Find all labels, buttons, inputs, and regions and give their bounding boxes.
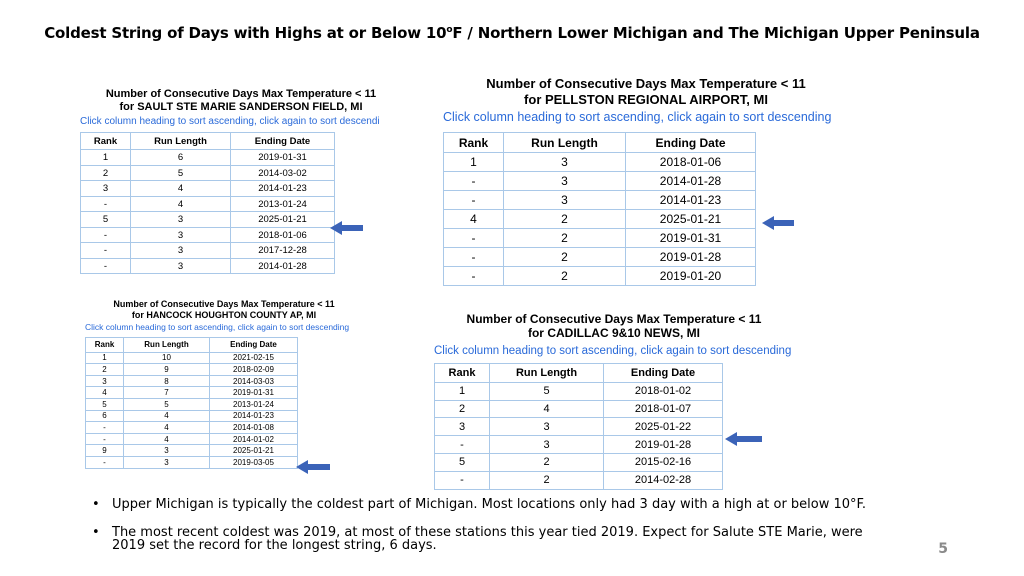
column-header-run-length[interactable]: Run Length <box>124 337 210 352</box>
hancock-sort-hint: Click column heading to sort ascending, click again to sort descending <box>85 321 350 332</box>
column-header-ending-date[interactable]: Ending Date <box>604 363 723 382</box>
bullet-icon: • <box>92 497 100 512</box>
ending-date-cell: 2019-01-31 <box>626 229 756 248</box>
ending-date-cell: 2018-02-09 <box>210 364 298 376</box>
ending-date-cell: 2017-12-28 <box>231 243 335 259</box>
column-header-run-length[interactable]: Run Length <box>504 133 626 153</box>
column-header-rank[interactable]: Rank <box>86 337 124 352</box>
table-row <box>444 153 756 172</box>
table-row <box>435 418 723 436</box>
table-row <box>81 227 335 243</box>
pellston-panel <box>443 76 849 288</box>
run-length-cell: 3 <box>131 258 231 274</box>
rank-cell: 4 <box>86 387 124 399</box>
ending-date-cell: 2021-02-15 <box>210 352 298 364</box>
run-length-cell: 3 <box>131 227 231 243</box>
rank-cell: 1 <box>86 352 124 364</box>
column-header-ending-date[interactable]: Ending Date <box>210 337 298 352</box>
rank-cell: 5 <box>81 212 131 228</box>
run-length-cell: 5 <box>490 382 604 400</box>
table-row <box>86 456 298 468</box>
rank-cell: - <box>81 227 131 243</box>
table-row <box>86 398 298 410</box>
column-header-rank[interactable]: Rank <box>444 133 504 153</box>
column-header-run-length[interactable]: Run Length <box>131 133 231 150</box>
run-length-cell: 3 <box>131 212 231 228</box>
run-length-cell: 4 <box>124 410 210 422</box>
run-length-cell: 3 <box>124 456 210 468</box>
bullet-icon: • <box>92 525 100 540</box>
cadillac-title: Number of Consecutive Days Max Temperature < 11 for CADILLAC 9&10 NEWS, MI <box>466 312 762 341</box>
ending-date-cell: 2018-01-07 <box>604 400 723 418</box>
ending-date-cell: 2014-03-02 <box>231 165 335 181</box>
run-length-cell: 2 <box>504 210 626 229</box>
rank-cell: 6 <box>86 410 124 422</box>
ending-date-cell: 2014-01-23 <box>210 410 298 422</box>
ending-date-cell: 2014-03-03 <box>210 375 298 387</box>
rank-cell: 2 <box>86 364 124 376</box>
run-length-cell: 4 <box>131 181 231 197</box>
page-number: 5 <box>938 541 948 557</box>
table-row <box>81 258 335 274</box>
pellston-table <box>443 132 756 286</box>
run-length-cell: 5 <box>124 398 210 410</box>
rank-cell: - <box>81 258 131 274</box>
run-length-cell: 9 <box>124 364 210 376</box>
column-header-rank[interactable]: Rank <box>435 363 490 382</box>
cadillac-table <box>434 363 723 490</box>
run-length-cell: 4 <box>124 422 210 434</box>
hancock-table <box>85 337 298 469</box>
table-row <box>86 433 298 445</box>
table-row <box>81 243 335 259</box>
slide-title: Coldest String of Days with Highs at or Below 10$^o$F / Northern Lower Michigan and The Michigan Upper Peninsula <box>44 24 980 42</box>
run-length-cell: 3 <box>504 153 626 172</box>
table-row <box>81 212 335 228</box>
table-row <box>86 422 298 434</box>
pellston-title: Number of Consecutive Days Max Temperature < 11 for PELLSTON REGIONAL AIRPORT, MI <box>486 76 806 107</box>
rank-cell: 9 <box>86 445 124 457</box>
ending-date-cell: 2018-01-06 <box>626 153 756 172</box>
table-row <box>86 375 298 387</box>
rank-cell: 3 <box>435 418 490 436</box>
rank-cell: 2 <box>81 165 131 181</box>
ending-date-cell: 2025-01-21 <box>210 445 298 457</box>
sault-sort-hint: Click column heading to sort ascending, click again to sort descendi <box>80 116 380 128</box>
run-length-cell: 3 <box>504 172 626 191</box>
ending-date-cell: 2019-01-20 <box>626 267 756 286</box>
ending-date-cell: 2018-01-02 <box>604 382 723 400</box>
table-row <box>86 410 298 422</box>
run-length-cell: 2 <box>490 471 604 489</box>
table-row <box>435 436 723 454</box>
run-length-cell: 3 <box>504 191 626 210</box>
ending-date-cell: 2019-01-31 <box>210 387 298 399</box>
column-header-ending-date[interactable]: Ending Date <box>626 133 756 153</box>
run-length-cell: 6 <box>131 150 231 166</box>
rank-cell: - <box>81 243 131 259</box>
sault-table <box>80 132 335 274</box>
run-length-cell: 4 <box>124 433 210 445</box>
ending-date-cell: 2014-01-23 <box>231 181 335 197</box>
table-row <box>444 210 756 229</box>
rank-cell: - <box>444 267 504 286</box>
cadillac-panel <box>434 312 794 496</box>
table-row <box>444 172 756 191</box>
column-header-rank[interactable]: Rank <box>81 133 131 150</box>
rank-cell: - <box>444 191 504 210</box>
rank-cell: - <box>435 436 490 454</box>
rank-cell: 1 <box>435 382 490 400</box>
table-row <box>444 248 756 267</box>
bullet-item: • The most recent coldest was 2019, at most of these stations this year tied 2019. Expect for Salute STE Marie, were 2019 set the record for the longest string, 6 days. <box>92 525 863 553</box>
column-header-run-length[interactable]: Run Length <box>490 363 604 382</box>
table-row <box>86 364 298 376</box>
table-row <box>444 191 756 210</box>
rank-cell: 3 <box>86 375 124 387</box>
run-length-cell: 8 <box>124 375 210 387</box>
table-row <box>86 445 298 457</box>
sault-title: Number of Consecutive Days Max Temperature < 11 for SAULT STE MARIE SANDERSON FIELD, MI <box>105 88 377 114</box>
table-row <box>435 400 723 418</box>
pellston-sort-hint: Click column heading to sort ascending, click again to sort descending <box>443 110 832 125</box>
bullet-item: • Upper Michigan is typically the coldest part of Michigan. Most locations only had 3 day with a high at or below 10°F. <box>92 497 867 512</box>
table-row <box>81 196 335 212</box>
rank-cell: - <box>435 471 490 489</box>
ending-date-cell: 2019-01-31 <box>231 150 335 166</box>
run-length-cell: 3 <box>490 418 604 436</box>
rank-cell: 5 <box>86 398 124 410</box>
rank-cell: 2 <box>435 400 490 418</box>
rank-cell: - <box>81 196 131 212</box>
rank-cell: 1 <box>81 150 131 166</box>
hancock-title: Number of Consecutive Days Max Temperature < 11 for HANCOCK HOUGHTON COUNTY AP, MI <box>113 299 335 320</box>
ending-date-cell: 2014-01-28 <box>231 258 335 274</box>
table-row <box>435 453 723 471</box>
table-row <box>435 382 723 400</box>
run-length-cell: 4 <box>490 400 604 418</box>
run-length-cell: 3 <box>131 243 231 259</box>
ending-date-cell: 2014-01-02 <box>210 433 298 445</box>
run-length-cell: 2 <box>490 453 604 471</box>
ending-date-cell: 2013-01-24 <box>231 196 335 212</box>
run-length-cell: 10 <box>124 352 210 364</box>
run-length-cell: 2 <box>504 248 626 267</box>
rank-cell: 5 <box>435 453 490 471</box>
run-length-cell: 3 <box>490 436 604 454</box>
table-row <box>435 471 723 489</box>
ending-date-cell: 2019-01-28 <box>626 248 756 267</box>
ending-date-cell: 2019-01-28 <box>604 436 723 454</box>
bullet-list <box>92 498 892 567</box>
run-length-cell: 3 <box>124 445 210 457</box>
ending-date-cell: 2025-01-21 <box>626 210 756 229</box>
ending-date-cell: 2025-01-22 <box>604 418 723 436</box>
table-row <box>444 229 756 248</box>
run-length-cell: 5 <box>131 165 231 181</box>
table-row <box>81 181 335 197</box>
rank-cell: - <box>444 248 504 267</box>
ending-date-cell: 2015-02-16 <box>604 453 723 471</box>
rank-cell: - <box>86 422 124 434</box>
ending-date-cell: 2018-01-06 <box>231 227 335 243</box>
rank-cell: - <box>86 433 124 445</box>
rank-cell: 1 <box>444 153 504 172</box>
sault-panel <box>80 88 402 280</box>
ending-date-cell: 2014-01-08 <box>210 422 298 434</box>
rank-cell: - <box>86 456 124 468</box>
hancock-panel <box>85 299 363 491</box>
run-length-cell: 4 <box>131 196 231 212</box>
ending-date-cell: 2014-01-28 <box>626 172 756 191</box>
ending-date-cell: 2014-02-28 <box>604 471 723 489</box>
table-row <box>81 165 335 181</box>
ending-date-cell: 2019-03-05 <box>210 456 298 468</box>
rank-cell: 4 <box>444 210 504 229</box>
ending-date-cell: 2013-01-24 <box>210 398 298 410</box>
table-row <box>86 352 298 364</box>
rank-cell: - <box>444 229 504 248</box>
cadillac-sort-hint: Click column heading to sort ascending, click again to sort descending <box>434 344 792 357</box>
run-length-cell: 2 <box>504 267 626 286</box>
ending-date-cell: 2014-01-23 <box>626 191 756 210</box>
table-row <box>81 150 335 166</box>
table-row <box>86 387 298 399</box>
column-header-ending-date[interactable]: Ending Date <box>231 133 335 150</box>
table-row <box>444 267 756 286</box>
run-length-cell: 7 <box>124 387 210 399</box>
rank-cell: 3 <box>81 181 131 197</box>
ending-date-cell: 2025-01-21 <box>231 212 335 228</box>
run-length-cell: 2 <box>504 229 626 248</box>
rank-cell: - <box>444 172 504 191</box>
